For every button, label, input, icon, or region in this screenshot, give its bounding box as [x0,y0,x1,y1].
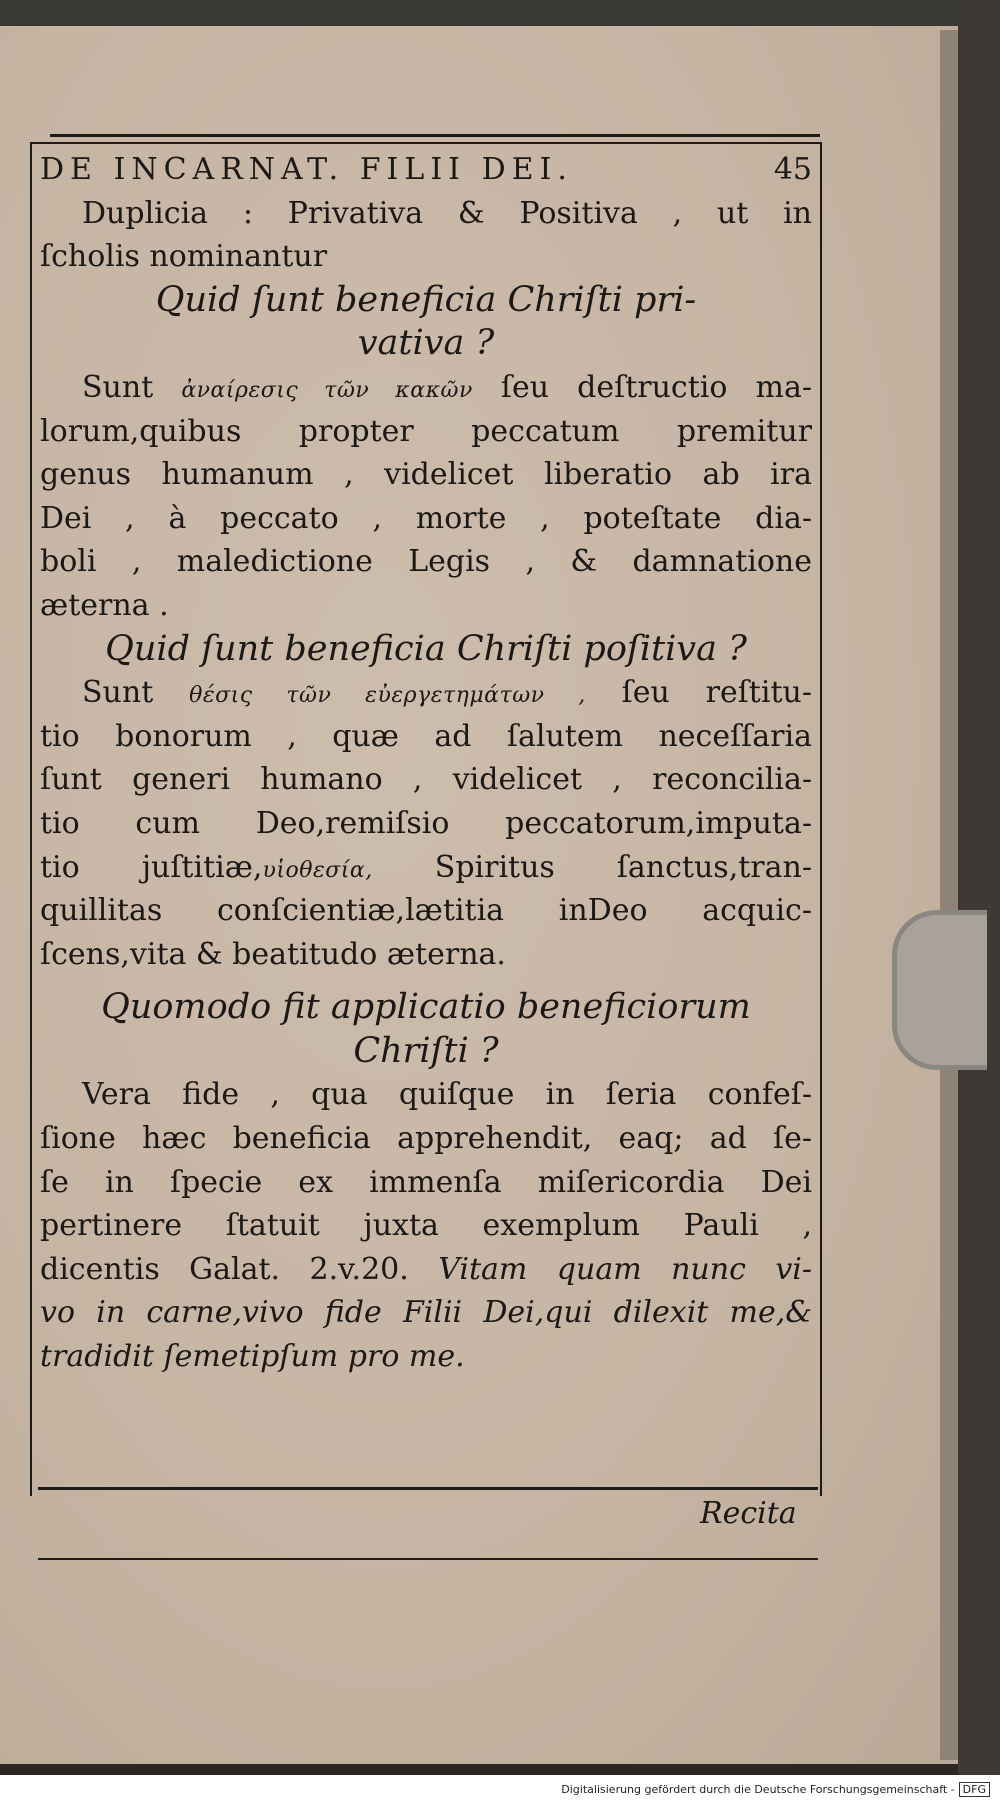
credit-text: Digitalisierung gefördert durch die Deutsche Forschungsgemeinschaft - [561,1783,955,1796]
text-line: ſcholis nominantur [40,239,328,275]
text-line: ſcens,vita & beatitudo æterna. [40,936,506,972]
text-line: quillitas conſcientiæ,lætitia inDeo acquic- [40,893,812,929]
text-fragment: Sunt [82,675,154,711]
text-line: ſione hæc beneficia apprehendit, eaq; ad ſe- [40,1121,812,1157]
text-line [40,846,812,890]
text-line: æterna . [40,587,169,623]
bottom-rule [38,1558,818,1560]
page-text [40,148,812,1379]
question-heading: vativa ? [357,323,495,364]
question-heading: Quid ſunt beneficia Chriſti poſitiva ? [105,628,747,669]
dfg-logo: DFG [959,1782,990,1797]
text-line [40,1248,812,1292]
text-line: tio cum Deo,remiſsio peccatorum,imputa- [40,805,812,841]
page-number: 45 [773,152,812,187]
running-title: DE INCARNAT. FILII DEI. [40,152,573,187]
question-heading: Quid ſunt beneficia Chriſti pri- [155,279,697,320]
text-line: Dei , à peccato , morte , poteſtate dia- [40,500,812,536]
text-fragment: tio juſtitiæ, [40,849,263,885]
scan-background-right [958,0,1000,1813]
text-line: boli , maledictione Legis , & damnatione [40,544,812,580]
text-line: pertinere ſtatuit juxta exemplum Pauli , [40,1208,812,1244]
page-clip [892,910,987,1070]
text-fragment: Sunt [82,369,154,405]
text-line [40,366,812,410]
text-fragment: ſeu deſtructio ma- [500,369,812,405]
catchword: Recita [700,1496,797,1531]
text-line [40,671,812,715]
page-edge [940,30,960,1760]
italic-quote-line: tradidit ſemetipſum pro me. [40,1339,465,1375]
text-line: ſunt generi humano , videlicet , reconcilia- [40,762,812,798]
greek-phrase: θέσις τῶν εὐεργετημάτων , [189,683,586,709]
italic-quote: Vitam quam nunc vi- [438,1251,812,1287]
digitization-credit [561,1783,990,1796]
greek-phrase: υἱοθεσία, [262,857,373,883]
text-fragment: Spiritus ſanctus,tran- [434,849,812,885]
footer-rule [38,1487,818,1490]
question-heading: Quomodo fit applicatio beneficiorum [101,987,751,1028]
greek-phrase: ἀναίρεσις τῶν κακῶν [181,377,473,403]
footer-strip [0,1775,1000,1813]
text-line: ſe in ſpecie ex immenſa miſericordia Dei [40,1164,812,1200]
text-fragment: ſeu reſtitu- [621,675,812,711]
question-heading: Chriſti ? [353,1030,499,1071]
text-line: Duplicia : Privativa & Positiva , ut in [82,195,812,231]
text-fragment: dicentis Galat. 2.v.20. [40,1251,409,1287]
text-line: genus humanum , videlicet liberatio ab ira [40,457,812,493]
text-line: tio bonorum , quæ ad ſalutem neceſſaria [40,718,812,754]
running-head [40,148,812,192]
italic-quote-line: vo in carne,vivo fide Filii Dei,qui dilexit me,& [40,1295,812,1331]
text-line: Vera fide , qua quiſque in ſeria confeſ- [82,1077,812,1113]
header-rule [50,134,820,137]
text-line: lorum,quibus propter peccatum premitur [40,413,812,449]
